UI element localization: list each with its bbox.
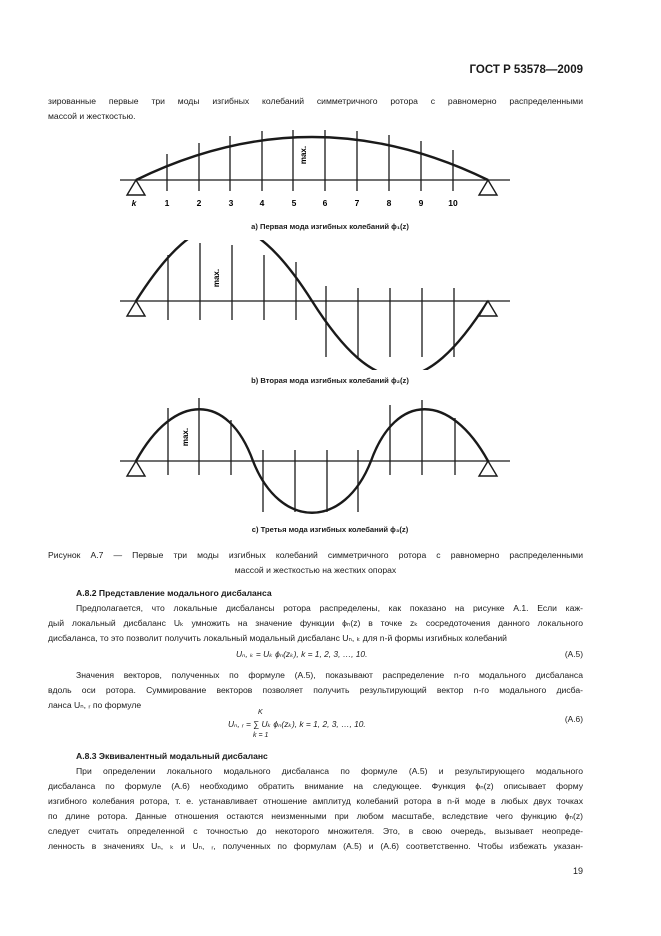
tick-10: 10 xyxy=(448,198,458,208)
page-number: 19 xyxy=(572,866,583,876)
a82-para1-line-3: дисбаланса, то это позволит получить локальный модальный дисбаланс Uₙ, ₖ для n-й формы изгибных колебаний xyxy=(48,633,507,643)
intro-line-2: массой и жесткостью. xyxy=(48,111,136,121)
tick-4: 4 xyxy=(259,198,265,208)
section-title-a83: А.8.3 Эквивалентный модальный дисбаланс xyxy=(76,751,268,761)
third-mode-diagram xyxy=(0,392,661,522)
tick-9: 9 xyxy=(418,198,424,208)
mode-curve xyxy=(136,137,488,180)
max-label: max. xyxy=(181,427,190,447)
second-mode-diagram xyxy=(0,240,661,370)
a83-para-line-4: по длине ротора. Данные отношения остаются неизменными при любом масштабе, вследствие чего функцию ϕₙ(z) xyxy=(48,811,583,821)
a83-para-line-6: ленность в значениях Uₙ, ₖ и Uₙ, ᵣ, полученных по формулам (А.5) и (А.6) соответственно. Чтобы избежать указан- xyxy=(48,841,583,851)
figure-caption-line-2: массой и жесткостью на жестких опорах xyxy=(234,565,397,575)
tick-5: 5 xyxy=(291,198,297,208)
caption-c: с) Третья мода изгибных колебаний ϕ₃(z) xyxy=(251,525,409,534)
right-support-icon xyxy=(479,461,497,476)
tick-labels xyxy=(132,198,458,208)
mode-curve xyxy=(136,240,488,370)
a82-para2-line-1: Значения векторов, полученных по формуле (А.5), показывают распределение n-го модального дисбаланса xyxy=(76,670,583,680)
section-lines xyxy=(167,130,453,191)
sum-upper-limit: K xyxy=(258,709,263,716)
formula-a5: Uₙ, ₖ = Uₖ ϕₙ(zₖ), k = 1, 2, 3, …, 10. xyxy=(236,649,368,659)
sum-lower-limit: k = 1 xyxy=(253,732,269,739)
section-title-a82: А.8.2 Представление модального дисбаланса xyxy=(76,588,272,598)
tick-8: 8 xyxy=(386,198,392,208)
figure-caption-line-1: Рисунок А.7 — Первые три моды изгибных колебаний симметричного ротора с равномерно распределенными xyxy=(48,550,583,560)
a83-para-line-5: следует считать определенной с точностью до некоторого множителя. Это, в свою очередь, вызывает неопреде- xyxy=(48,826,583,836)
left-support-icon xyxy=(127,180,145,195)
right-support-icon xyxy=(479,180,497,195)
formula-a5-number: (А.5) xyxy=(564,649,583,659)
a82-para2-line-3: ланса Uₙ, ᵣ по формуле xyxy=(48,700,142,710)
a82-para1-line-1: Предполагается, что локальные дисбалансы ротора распределены, как показано на рисунке А.1. Если каж- xyxy=(76,603,583,613)
intro-line-1: зированные первые три моды изгибных колебаний симметричного ротора с равномерно распределенными xyxy=(48,96,583,106)
caption-b: b) Вторая мода изгибных колебаний ϕ₂(z) xyxy=(251,376,409,385)
caption-a: а) Первая мода изгибных колебаний ϕ₁(z) xyxy=(251,222,409,231)
a82-para1-line-2: дый локальный дисбаланс Uₖ умножить на значение функции ϕₙ(z) в точке zₖ сосредоточения данного локального xyxy=(48,618,583,628)
right-support-icon xyxy=(479,301,497,316)
tick-2: 2 xyxy=(196,198,202,208)
a82-para2-line-2: вдоль оси ротора. Суммирование векторов позволяет получить результирующий вектор n-го модального дисба- xyxy=(48,685,583,695)
formula-a6: Uₙ, ᵣ = ∑ Uₖ ϕₙ(zₖ), k = 1, 2, 3, …, 10. xyxy=(228,719,366,729)
a83-para-line-2: дисбаланса по формуле (А.6) необходимо обратить внимание на следующее. Функция ϕₙ(z) описывает форму xyxy=(48,781,583,791)
max-label: max. xyxy=(212,268,221,288)
left-support-icon xyxy=(127,301,145,316)
tick-k: k xyxy=(131,198,137,208)
formula-a6-number: (А.6) xyxy=(564,714,583,724)
a83-para-line-1: При определении локального модального дисбаланса по формуле (А.5) и результирующего модального xyxy=(76,766,583,776)
tick-1: 1 xyxy=(164,198,170,208)
max-label: max. xyxy=(299,145,308,165)
tick-7: 7 xyxy=(354,198,360,208)
left-support-icon xyxy=(127,461,145,476)
section-lines xyxy=(168,398,455,512)
tick-6: 6 xyxy=(322,198,328,208)
document-header: ГОСТ Р 53578—2009 xyxy=(469,64,583,76)
a83-para-line-3: изгибного колебания ротора, т. е. устанавливает отношение амплитуд колебаний ротора в n-й моде в любых двух точках xyxy=(48,796,583,806)
tick-3: 3 xyxy=(228,198,234,208)
